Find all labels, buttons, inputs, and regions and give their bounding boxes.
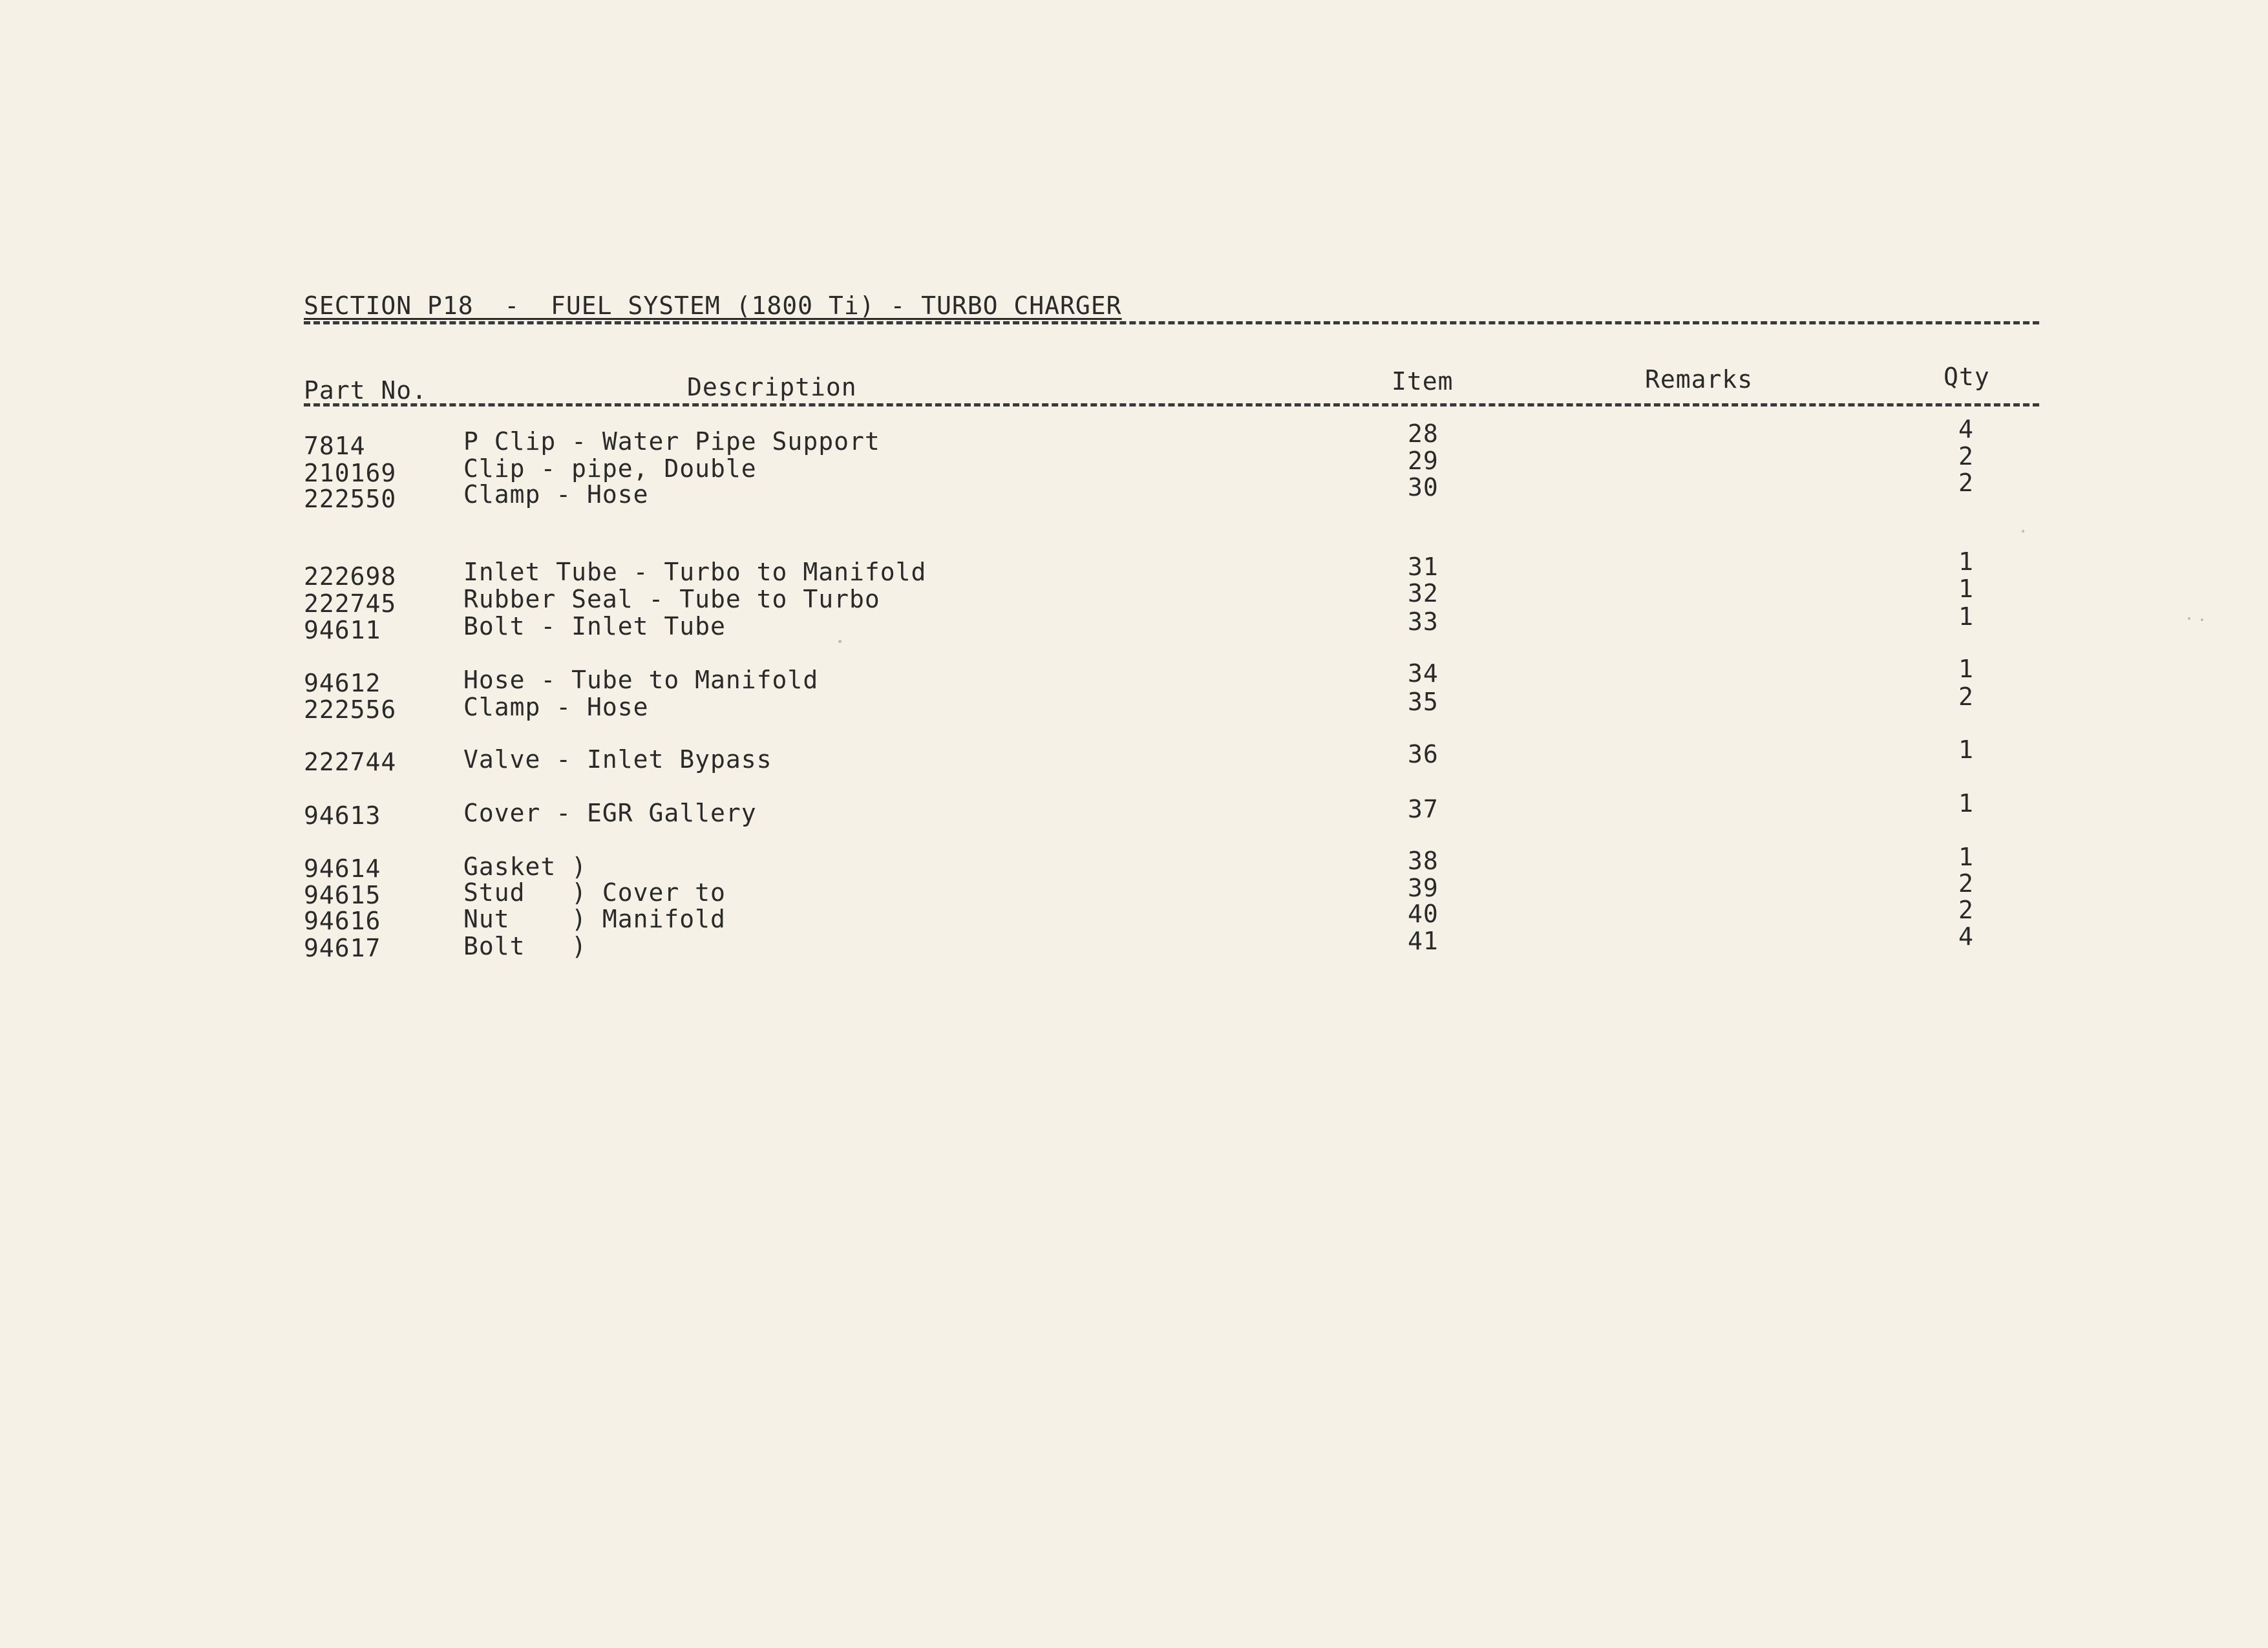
description: Bolt - Inlet Tube xyxy=(463,612,726,640)
scan-speck xyxy=(2022,530,2024,533)
part-number: 94614 xyxy=(304,854,381,883)
description: Clip - pipe, Double xyxy=(463,454,757,483)
quantity: 4 xyxy=(1958,922,1974,951)
description: Nut ) Manifold xyxy=(463,905,726,933)
description: Cover - EGR Gallery xyxy=(463,799,757,827)
description: Clamp - Hose xyxy=(463,480,649,509)
quantity: 1 xyxy=(1958,602,1974,631)
scan-speck xyxy=(838,640,842,643)
description: Bolt ) xyxy=(463,932,588,960)
item-number: 34 xyxy=(1408,659,1439,688)
header-remarks: Remarks xyxy=(1645,365,1754,394)
part-number: 222744 xyxy=(304,748,397,776)
item-number: 39 xyxy=(1408,874,1439,902)
item-number: 35 xyxy=(1408,688,1439,716)
item-number: 41 xyxy=(1408,927,1439,955)
item-number: 29 xyxy=(1408,447,1439,475)
quantity: 1 xyxy=(1958,843,1974,871)
part-number: 94617 xyxy=(304,934,381,962)
header-qty: Qty xyxy=(1944,363,1990,391)
quantity: 2 xyxy=(1958,469,1974,497)
header-divider xyxy=(304,403,2039,407)
part-number: 94616 xyxy=(304,907,381,935)
part-number: 94613 xyxy=(304,801,381,830)
quantity: 1 xyxy=(1958,735,1974,764)
description: P Clip - Water Pipe Support xyxy=(463,427,880,456)
header-part-no: Part No. xyxy=(304,376,428,405)
item-number: 32 xyxy=(1408,579,1439,607)
quantity: 2 xyxy=(1958,682,1974,711)
quantity: 1 xyxy=(1958,789,1974,818)
part-number: 94612 xyxy=(304,669,381,697)
description: Clamp - Hose xyxy=(463,693,649,721)
quantity: 1 xyxy=(1958,575,1974,603)
quantity: 2 xyxy=(1958,896,1974,924)
scan-speck xyxy=(2188,617,2190,620)
part-number: 210169 xyxy=(304,459,397,487)
description: Rubber Seal - Tube to Turbo xyxy=(463,585,880,613)
item-number: 40 xyxy=(1408,900,1439,928)
title-divider xyxy=(304,321,2039,324)
quantity: 1 xyxy=(1958,547,1974,576)
quantity: 2 xyxy=(1958,442,1974,470)
item-number: 28 xyxy=(1408,419,1439,448)
part-number: 222745 xyxy=(304,589,397,618)
quantity: 2 xyxy=(1958,869,1974,898)
part-number: 7814 xyxy=(304,432,366,460)
part-number: 222698 xyxy=(304,562,397,591)
part-number: 94615 xyxy=(304,881,381,909)
description: Gasket ) xyxy=(463,852,588,881)
item-number: 31 xyxy=(1408,553,1439,581)
part-number: 94611 xyxy=(304,616,381,644)
scan-speck xyxy=(2201,618,2203,621)
part-number: 222550 xyxy=(304,485,397,513)
description: Hose - Tube to Manifold xyxy=(463,666,819,694)
description: Stud ) Cover to xyxy=(463,878,726,907)
item-number: 37 xyxy=(1408,795,1439,823)
header-item: Item xyxy=(1392,367,1454,396)
quantity: 1 xyxy=(1958,655,1974,683)
section-title: SECTION P18 - FUEL SYSTEM (1800 Ti) - TURBO CHARGER xyxy=(304,291,1122,320)
quantity: 4 xyxy=(1958,415,1974,443)
description: Inlet Tube - Turbo to Manifold xyxy=(463,558,927,586)
item-number: 36 xyxy=(1408,740,1439,768)
part-number: 222556 xyxy=(304,695,397,724)
item-number: 30 xyxy=(1408,473,1439,502)
description: Valve - Inlet Bypass xyxy=(463,745,772,774)
item-number: 38 xyxy=(1408,847,1439,875)
item-number: 33 xyxy=(1408,607,1439,636)
header-description: Description xyxy=(687,373,857,401)
